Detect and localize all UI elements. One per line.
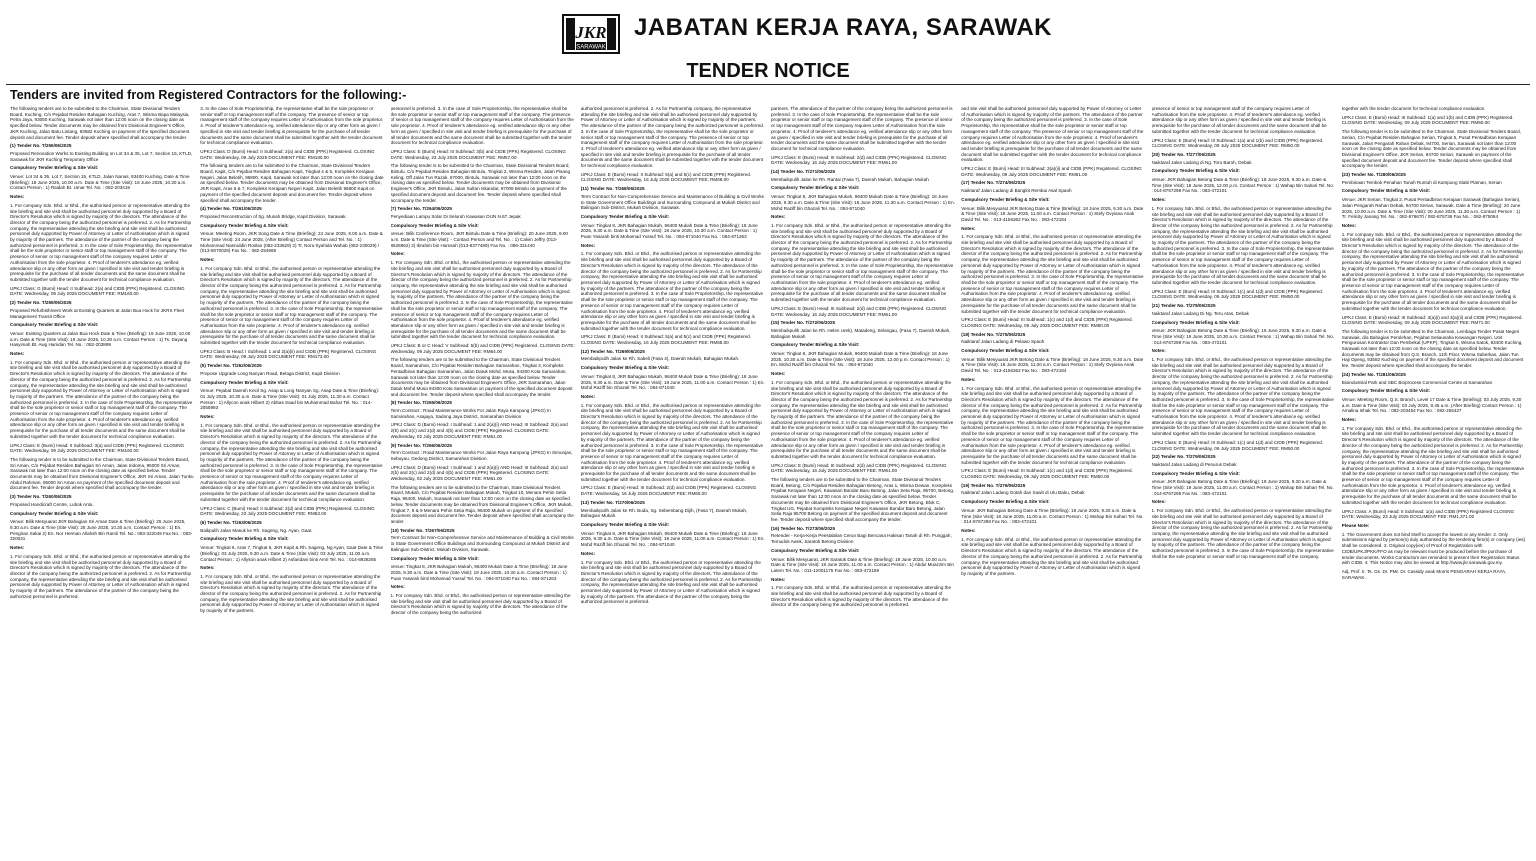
section-label: Notes:	[771, 576, 786, 582]
tender-number-heading: (18) Tender No. T/275/06/2025	[961, 331, 1026, 337]
tender-number-heading: (15) Tender No. T/272/06/2025	[771, 320, 836, 326]
section-label: Compulsory Tender Briefing & Site Visit:	[580, 522, 670, 527]
tender-number-heading: (21) Tender No. T/278/06/2025	[1151, 303, 1216, 309]
paragraph: Venue: Tingkat 8, JKR Bahagian Mukah, 96400 Mukah Date & Time (Briefing): 18 June 2025, 10.30 a.m. Date & Time (Site Visit): 18 June 2025, 12.00 p.m. Contact Person : 1) En. Mohd Raziff bin Ghazali Tel. No. : 084-871040	[771, 351, 950, 368]
section-label: Compulsory Tender Briefing & Site Visit:	[1341, 188, 1431, 194]
section-label: Compulsory Tender Briefing & Site Visit:	[771, 185, 860, 191]
tender-number-heading: (19) Tender No. T/276/06/2025	[961, 482, 1026, 488]
paragraph: Propose Upgrade Long Nanyan Road, Belaga District, Kapit Division	[200, 370, 340, 376]
paragraph: 1. For company Sdn. Bhd. or Bhd., the authorised person or representative attending the site briefing and site visit shall be authorised personnel duly supported by a Board of Director's Resolution which is signed by majority of the directors. The attendance of the director of the company being the authorized personnel is preferred. 2. As for Partnership company, the representative attending the site briefing and site visit shall be authorised personnel duly supported by Power of Attorney or Letter of Authorisation which is signed by majority of the partners. The attendance of the partner of the company being the authorized personnel is preferred. 3. In the case of Sole Proprietorship, the representative shall be the sole proprietor or senior staff or top management staff of the company. The presence of senior or top management staff of the company requires Letter of Authorisation from the sole proprietor. 4. Proof of tenderer's attendance eg. verified attendance slip or any other form as given / specified in site visit and tender briefing is prerequisite for the purchase of all tender documents and the same document shall be submitted together with the tender document for technical compliance evaluation.	[1151, 357, 1334, 437]
column-8	[1342, 106, 1526, 858]
paragraph: 1. For company Sdn. Bhd. or Bhd., the authorised person or representative attending the site briefing and site visit shall be authorised personnel duly supported by a Board of Director's Resolution which is signed by majority of the directors. The attendance of the director of the company being the authorized personnel is preferred. 2. As for Partnership company, the representative attending the site briefing and site visit shall be authorised personnel duly supported by Power of Attorney or Letter of Authorisation which is signed by majority of the partners. The attendance of the partner of the company being the authorized personnel is preferred. 3. In the case of Sole Proprietorship, the representative shall be the sole proprietor or senior staff or top management staff of the company. The presence of senior or top management staff of the company requires Letter of Authorisation from the sole proprietor. 4. Proof of tenderer's attendance eg. verified attendance slip or any other form as given / specified in site visit and tender briefing is prerequisite for the purchase of all tender documents and the same document shall be submitted together with the tender document for technical compliance evaluation.	[10, 359, 193, 439]
paragraph: Venue: Tingkat 8, JKR Bahagian Mukah, 96400 Mukah Date & Time (Briefing): 18 June 2025, 9.30 a.m. Date & Time (Site Visit): 18 June 2025, 10.30 a.m. Contact Person : 1) Puan Yasarah binti Mohamad Yussuf Tel. No. : 084-871040 Fax No. : 084-871263	[580, 222, 758, 240]
paragraph: authorized personnel is preferred. 2. As for Partnership company, the representative attending the site briefing and site visit shall be authorised personnel duly supported by Power of Attorney or Letter of Authorisation which is signed by majority of the partners. The attendance of the partner of the company being the authorized personnel is preferred. 3. In the case of Sole Proprietorship, the representative shall be the sole proprietor or senior staff or top management staff of the company. The presence of senior or top management staff of the company requires Letter of Authorisation from the sole proprietor. 4. Proof of tenderer's attendance eg. verified attendance slip or any other form as given / specified in site visit and tender briefing is prerequisite for the purchase of all tender documents and the same document shall be submitted together with the tender document for technical compliance evaluation.	[580, 106, 765, 169]
paragraph: Proposed Reconstruction of Sg. Musah Bridge, Kapit Division, Sarawak.	[200, 213, 347, 219]
intro-text: Tenders are invited from Registered Contractors for the following:-	[10, 88, 407, 102]
column-6	[961, 106, 1145, 858]
tender-number-heading: (2) Tender No. T/259/06/2025	[10, 300, 72, 306]
paragraph: 1. For company Sdn. Bhd. or Bhd., the authorised person or representative attending the site briefing and site visit shall be authorised personnel duly supported by a Board of Director's Resolution which is signed by majority of the directors. The attendance of the director of the company being the authorized personnel is preferred. 2. As for Partnership company, the representative attending the site briefing and site visit shall be authorised personnel duly supported by Power of Attorney or Letter of Authorisation which is signed by majority of the partners. The attendance of the partner of the company being the authorized personnel is preferred.	[580, 559, 762, 605]
paragraph: The following tender is to be submitted to the Chairman, Lembaga Tender Pusat Negeri Sarawak, d/a Bahagian Perolehan, Pejabat Setiausaha Kewangan Negeri, Unit Pengurusan Kontraktor Dan Pembekal (UPKP), Tingkat 5, Wisma Satok, 93400 Kuching, Sarawak not later than 12:00 noon on the closing date as specified below. Tender documents may be obtained from Q.S. Branch, 11th Floor, Wisma Saberkas, Jalan Tun Haji Openg, 93582 Kuching on payment of the specified document deposit and document fee. Tender deposit where specified shall accompany the tender.	[1341, 328, 1524, 369]
paragraph: 1. For company Sdn. Bhd. or Bhd., the authorised person or representative attending the site briefing and site visit shall be authorised personnel duly supported by a Board of Director's Resolution which is signed by majority of the directors. The attendance of the director of the company being the authorized personnel is preferred. 2. As for Partnership company, the representative attending the site briefing and site visit shall be authorised personnel duly supported by Power of Attorney or Letter of Authorisation which is signed by majority of the partners. The attendance of the partner of the company being the authorized personnel is preferred. 3. In the case of Sole Proprietorship, the representative shall be the sole proprietor or senior staff or top management staff of the company. The presence of senior or top management staff of the company requires Letter of Authorisation from the sole proprietor. 4. Proof of tenderer's attendance eg. verified attendance slip or any other form as given / specified in site visit and tender briefing is prerequisite for the purchase of all tender documents and the same document shall be submitted together with the tender document for technical compliance evaluation.	[10, 202, 193, 282]
paragraph: Naiktaraf Jalan Ladang Di Ng. Teru Atas, Debak	[1151, 310, 1249, 316]
section-label: Compulsory Tender Briefing & Site Visit:	[10, 165, 99, 171]
section-label: Notes:	[200, 565, 215, 571]
paragraph: 1. For company Sdn. Bhd. or Bhd., the authorised person or representative attending the site briefing and site visit shall be authorised personnel duly supported by a Board of Director's Resolution which is signed by majority of the directors. The attendance of the director of the company being the authorized personnel is preferred. 2. As for Partnership company, the representative attending the site briefing and site visit shall be authorised personnel duly supported by Power of Attorney or Letter of Authorisation which is signed by majority of the partners. The attendance of the partner of the company being the authorized personnel is preferred. 3. In the case of Sole Proprietorship, the representative shall be the sole proprietor or senior staff or top management staff of the company. The presence of senior or top management staff of the company requires Letter of Authorisation from the sole proprietor. 4. Proof of tenderer's attendance eg. verified attendance slip or any other form as given / specified in site visit and tender briefing is prerequisite for the purchase of all tender documents and the same document shall be submitted together with the tender document for technical compliance evaluation.	[1341, 231, 1525, 311]
tender-columns	[10, 106, 1526, 858]
tender-number-heading: (6) Tender No. T/263/06/2025	[200, 520, 262, 525]
paragraph: Retender - Kerja-Kerja Peestabilan Cerun Bagi Bencana Hakisan Tanah di Rh. Punggah, Temudok Awek, Saratok Betong Division	[771, 533, 952, 545]
column-5	[771, 106, 955, 858]
paragraph: Term Contract : Road Maintenance Works For Jalan Raya Kampung (JPKG) In Samarahan, Asajaya, Sadong Jaya District, Samarahan Division	[390, 408, 551, 419]
paragraph: 1. For company Sdn. Bhd. or Bhd., the authorised person or representative attending the site briefing and site visit shall be authorised personnel duly supported by a Board of Director's Resolution which is signed by majority of the directors. The attendance of the director of the company being the authorized personnel is preferred. 2. As for Partnership company, the representative attending the site briefing and site visit shall be authorised personnel duly supported by Power of Attorney or Letter of Authorisation which is signed by majority of the partners. The attendance of the partner of the company being the authorized personnel is preferred. 3. In the case of Sole Proprietorship, the representative shall be the sole proprietor or senior staff or top management staff of the company. The presence of senior or top management staff of the company requires Letter of Authorisation from the sole proprietor. 4. Proof of tenderer's attendance eg. verified attendance slip or any other form as given / specified in site visit and tender briefing is prerequisite for the purchase of all tender documents and the same document shall be submitted together with the tender document for technical compliance evaluation.	[961, 385, 1144, 465]
section-label: Notes:	[10, 194, 25, 200]
paragraph: Membaikpulih Jalan ke Rh. Helen Urek), Matadeng, Selangau, (Fasa 7), Daerah Mukah, Bahagian Mukah	[771, 327, 951, 339]
paragraph: UPKJ Class: E (Bumi) Head: III Subhead: 1(c) and 1(d) and CIDB (PPK) Registered. CLOSING DATE: Wednesday, 09 July 2025 DOCUMENT FEE: RM50.00	[961, 317, 1133, 328]
paragraph: Venue: Bilik Mesyuarat, JKR Saratok Date & Time (Briefing): 19 June 2025, 10.00 a.m. Date & Time (Site Visit): 19 June 2025, 11.00 a.m. Contact Person : 1) Abdul Muazzim Bin Latem Tel. No. : 011-12001175 Fax No. : 083-472189	[771, 556, 954, 573]
paragraph: Venue: Meeting Room, JKR Song Date & Time (Briefing): 24 June 2025, 9.00 a.m. Date & Time (Site Visit): 24 June 2025, (After Briefing) Contact Person and Tel. No. : 1) Muhammad Nasruddin Roslan (082-233629) 2) Tr. Nora Syahida Wahab (082-230029) / (013-8070029) Fax No. : 082-254969	[200, 231, 383, 254]
paragraph: Venue: JKR Serian, Tingkat 2, Pusat Pentadbiran Kerajaan Sarawak (Bahagian Serian), Jalan Pengarah Rahan Debak, 94700 Serian, Sarawak. Date & Time (Briefing): 20 June 2025, 10.00 a.m. Date & Time (Site Visit): 20 June 2025, 11.30 a.m. Contact Person : 1) Tr. Felicity Janang Tel. No. : 082-876670 / 082-876736 Fax No. : 082-875064	[1341, 197, 1521, 220]
section-label: Notes:	[961, 225, 976, 231]
paragraph: 1. For company Sdn. Bhd. or Bhd., the authorised person or representative attending the site briefing and site visit shall be authorised personnel duly supported by a Board of Director's Resolution which is signed by majority of the directors. The attendance of the director of the company being the authorized personnel is preferred. 2. As for Partnership company, the representative attending the site briefing and site visit shall be authorised personnel duly supported by Power of Attorney or Letter of Authorisation which is signed by majority of the partners. The attendance of the partner of the company being the authorized personnel is preferred. 3. In the case of Sole Proprietorship, the representative shall be the sole proprietor or senior staff or top management staff of the company. The presence of senior or top management staff of the company requires Letter of Authorisation from the sole proprietor. 4. Proof of tenderer's attendance eg. verified attendance slip or any other form as given / specified in site visit and tender briefing is prerequisite for the purchase of all tender documents and the same document shall be submitted together with the tender document for technical compliance evaluation.	[200, 422, 383, 502]
column-3	[391, 106, 575, 858]
paragraph: UPKJ Class: G (Bumi) Head: II Subhead: 2(a) and CIDB (PPK) Registered. CLOSING DATE: Wednesday, 09 July 2025 DOCUMENT FEE: RM160.00	[10, 285, 185, 297]
tender-number-heading: (10) Tender No. T/267/06/2025	[390, 527, 455, 533]
section-label: Compulsory Tender Briefing & Site Visit:	[200, 222, 289, 228]
column-2	[200, 106, 384, 858]
section-label: Notes:	[580, 550, 596, 556]
section-label: Compulsory Tender Briefing & Site Visit:	[961, 499, 1050, 505]
paragraph: 1. For company Sdn. Bhd. or Bhd., the authorised person or representative attending the site briefing and site visit shall be authorised personnel duly supported by a Board of Director's Resolution which is signed by majority of the directors. The attendance of the director of the company being the authorized personnel is preferred. 2. As for Partnership company, the representative attending the site briefing and site visit shall be authorised personnel duly supported by Power of Attorney or Letter of Authorisation which is signed by majority of the partners. The attendance of the partner of the company being the authorized personnel is preferred. 3. In the case of Sole Proprietorship, the representative shall be the sole proprietor or senior staff or top management staff of the company. The presence of senior or top management staff of the company requires Letter of Authorisation from the sole proprietor. 4. Proof of tenderer's attendance eg. verified attendance slip or any other form as given / specified in site visit and tender briefing is prerequisite for the purchase of all tender documents and the same document shall be submitted together with the tender document for technical compliance evaluation.	[1341, 425, 1525, 505]
paragraph: together with the tender document for technical compliance evaluation.	[1341, 106, 1486, 111]
section-label: Compulsory Tender Briefing & Site Visit:	[771, 342, 860, 348]
column-7	[1152, 106, 1336, 858]
tender-number-heading: (4) Tender No. T/261/06/2025	[200, 206, 262, 212]
tender-number-heading: (16) Tender No. T/273/06/2025	[771, 525, 836, 531]
paragraph: Term Contract for Non-Comprehensive Service and Maintenance of Building & Civil Works to State Government Office Buildings and Surrounding Compound at Mukah District and Balingian Sub-District, Mukah Division, Sarawak.	[580, 193, 764, 211]
paragraph: 1. For company Sdn. Bhd. or Bhd., the authorised person or representative attending the site briefing and site visit shall be authorised personnel duly supported by a Board of Director's Resolution which is signed by majority of the directors. The attendance of the director of the company being the authorized	[390, 593, 571, 616]
paragraph: The following tenders are to be submitted to the Chairman, State Divisional Tenders Board, Kuching, C/o Pejabat Residen Bahagian Kuching, Aras 7, Wisma Bapa Malaysia, Petra Jaya, 93050 Kuching, Sarawak not later than 12:00 noon on the closing date as specified below. Tender documents may be obtained from Divisional Engineer's Office, JKR Kuching, Jalan Batu Lintang, 93582 Kuching on payment of the specified document deposit and document fee. Tender deposit where specified shall accompany the tender.	[10, 106, 190, 140]
section-label: Compulsory Tender Briefing & Site Visit:	[1151, 470, 1240, 476]
tender-number-heading: (1) Tender No. T/256/06/2025	[10, 143, 72, 149]
paragraph: Venue: Tingkat 8, JKR Bahagian Mukah, 96400 Mukah Date & Time (Briefing): 18 June 2025, 9.30 a.m. Date & Time (Site Visit): 18 June 2025, 11.00 a.m. Contact Person : 1) En. Mohd Raziff bin Ghazali Tel. No. : 084-871040	[580, 530, 765, 548]
section-label: Notes:	[961, 528, 976, 533]
paragraph: Venue: Bilik Mesyuarat JKR Bahagian Sri Aman Date & Time (Briefing): 25 June 2025, 9.30 a.m. Date & Time (Site Visit): 25 June 2025, 10.30 a.m. Contact Person : 1) En. Pengiran Sakai 2) En. Nor Herman Allahsh Bin Ramli Tel. No.: 083-322049 Fax No. : 083-320031	[10, 519, 193, 542]
tender-number-heading: (11) Tender No. T/268/06/2025	[580, 186, 645, 192]
paragraph: Pembinaan Tembok Penahan Tanah Runtuh di Kampung Slabi Plaman, Serian	[1341, 179, 1502, 185]
paragraph: UPKJ Class: E (Bumi) Head: III Subhead: 2(d) and CIDB (PPK) Registered. CLOSING DATE: Wednesday, 16 July 2025 DOCUMENT FEE: RM61.00	[771, 462, 947, 474]
paragraph: partners. The attendance of the partner of the company being the authorized personnel is preferred. 3. In the case of Sole Proprietorship, the representative shall be the sole proprietor or senior staff or top management staff of the company. The presence of senior or top management staff of the company requires Letter of Authorisation from the sole proprietor. 4. Proof of tenderer's attendance eg. verified attendance slip or any other form as given / specified in site visit and tender briefing is prerequisite for the purchase of all tender documents and the same document shall be submitted together with the tender document for technical compliance evaluation.	[771, 106, 953, 151]
section-label: Compulsory Tender Briefing & Site Visit:	[961, 196, 1050, 202]
paragraph: 3. In the case of Sole Proprietorship, the representative shall be the sole proprietor or senior staff or top management staff of the company. The presence of senior or top management staff of the company requires Letter of Authorisation from the sole proprietor. 4. Proof of tenderer's attendance eg. verified attendance slip or any other form as given / specified in site visit and tender briefing is prerequisite for the purchase of all tender documents and the same document shall be submitted together with the tender document for technical compliance evaluation.	[200, 106, 384, 146]
paragraph: Venue: Bilik Conference Room, JKR Bintulu Date & Time (Briefing): 20 June 2025, 9.00 a.m. Date & Time (Site Visit): - Contact Person and Tel. No. : 1) Calvin Jeffry (013-8626862) 2) Ibrahim bin Hamsah (013-8377489) Fax No. : 086-331440	[390, 231, 568, 248]
paragraph: 1. For company Sdn. Bhd. or Bhd., the authorised person or representative attending the site briefing and site visit shall be authorised personnel duly supported by a Board of Director's Resolution which is signed by majority of the directors. The attendance of the director of the company being the authorized personnel is preferred. 2. As for Partnership company, the representative attending the site briefing and site visit shall be authorised personnel duly supported by Power of Attorney or Letter of Authorisation which is signed by majority of the partners. The attendance of the partner of the company being the authorized personnel is preferred. 3. In the case of Sole Proprietorship, the representative shall be the sole proprietor or senior staff or top management staff of the company. The presence of senior or top management staff of the company requires Letter of Authorisation from the sole proprietor. 4. Proof of tenderer's attendance eg. verified attendance slip or any other form as given / specified in site visit and tender briefing is prerequisite for the purchase of all tender documents and the same document shall be submitted together with the tender document for technical compliance evaluation.	[771, 379, 954, 459]
paragraph: 1. For company Sdn. Bhd. or Bhd., the authorised person or representative attending the site briefing and site visit shall be authorised personnel duly supported by a Board of Director's Resolution which is signed by majority of the directors. The attendance of the director of the company being the authorized personnel is preferred. 2. As for Partnership company, the representative attending the site briefing and site visit shall be authorised personnel duly supported by Power of Attorney or Letter of Authorisation which is signed by majority of the partners. The attendance of the partner of the company being the authorized personnel is preferred. 3. In the case of Sole Proprietorship, the representative shall be the sole proprietor or senior staff or top management staff of the company. The presence of senior or top management staff of the company requires Letter of Authorisation from the sole proprietor. 4. Proof of tenderer's attendance eg. verified attendance slip or any other form as given / specified in site visit and tender briefing is prerequisite for the purchase of all tender documents and the same document shall be submitted together with the tender document for technical compliance evaluation.	[390, 260, 573, 340]
paragraph: UPKJ Class: C (Bumi) Head: II Subhead: 2(d) and CIDB (PPK) Registered. CLOSING DATE: Wednesday, 23 July 2025 DOCUMENT FEE: RM53.00	[200, 505, 375, 517]
tender-number-heading: (23) Tender No. T/280/06/2025	[1341, 172, 1406, 178]
paragraph: The following tenders are to be submitted to the Chairman, State Divisional Tenders Board, Betong, C/o Pejabat Residen Bahagian Betong, Aras 1, Wisma Dewan, Kompleks Pejabat Kerajaan Negeri, Kawasan Bandar Baru Betong, Jalan Seta Raja, 95700, Betong, Sarawak not later than 12:00 noon on the closing date as specified below. Tender documents may be obtained from Divisional Engineer's Office, JKR Betong, Blok C, Tingkat UG, Pejabat Kompleks Kerajaan Negeri Kawasan Bandar Baru Betong, Jalan Setia Raja 95700 Betong on payment of the specified document deposit and document fee. Tender deposit where specified shall accompany the tender.	[771, 477, 955, 522]
paragraph: Venue: JKR Bahagian Betong Date & Time (Briefing): 18 June 2025, 9.30 a.m. Date & Time (Site Visit): 18 June 2025, 11.00 a.m. Contact Person : 1) Wahap Bin Sahari Tel. No. : 014-8767298 Fax No. : 083-472101	[961, 507, 1144, 525]
section-label: Compulsory Tender Briefing & Site Visit:	[390, 555, 479, 561]
paragraph: and site visit shall be authorised personnel duly supported by Power of Attorney or Letter of Authorisation which is signed by majority of the partners. The attendance of the partner of the company being the authorized personnel is preferred. 3. In the case of Sole Proprietorship, the representative shall be the sole proprietor or senior staff or top management staff of the company. The presence of senior or top management staff of the company requires Letter of Authorisation from the sole proprietor. 4. Proof of tenderer's attendance eg. verified attendance slip or any other form as given / specified in site visit and tender briefing is prerequisite for the purchase of all tender documents and the same document shall be submitted together with the tender document for technical compliance evaluation.	[961, 106, 1144, 163]
paragraph: Venue: Tingkat 8, JKR Bahagian Mukah, 96400 Mukah Date & Time (Briefing): 18 June 2025, 9.30 a.m. Date & Time (Site Visit): 18 June 2025, 11.00 a.m. Contact Person : 1) En. Mohd Raziff bin Ghazali Tel. No. : 084-871040	[580, 373, 765, 391]
section-label: Compulsory Tender Briefing & Site Visit:	[390, 222, 479, 228]
section-label: Notes:	[1151, 348, 1166, 354]
tender-number-heading: (9) Tender No. T/266/06/2025	[390, 442, 452, 448]
paragraph: 1. For company Sdn. Bhd. or Bhd., the authorised person or representative attending the site briefing and site visit shall be authorised personnel duly supported by a Board of Director's Resolution which is signed by majority of the directors. The attendance of the director of the company being the authorized personnel is preferred. 2. As for Partnership company, the representative attending the site briefing and site visit shall be authorised personnel duly supported by Power of Attorney or Letter of Authorisation which is signed by majority of the partners. The attendance of the partner of the company being the authorized personnel is preferred. 3. In the case of Sole Proprietorship, the representative shall be the sole proprietor or senior staff or top management staff of the company. The presence of senior or top management staff of the company requires Letter of Authorisation from the sole proprietor. 4. Proof of tenderer's attendance eg. verified attendance slip or any other form as given / specified in site visit and tender briefing is prerequisite for the purchase of all tender documents and the same document shall be submitted together with the tender document for technical compliance evaluation.	[200, 265, 383, 346]
paragraph: UPKJ Class: E (Bumi) Head: III Subhead: 1(c) and 1(d) and CIDB (PPK) Registered. CLOSING DATE: Wednesday, 09 July 2025 DOCUMENT FEE: RM50.00	[1151, 288, 1324, 300]
paragraph: UPKJ Class: B Head: I Subhead: 1 and 2(a)(ii) and CIDB (PPK) Registered. CLOSING DATE: Wednesday, 09 July 2025 DOCUMENT FEE: RM173.00	[200, 348, 377, 360]
paragraph: Term Contract for Non-Comprehensive Service and Maintenance of Building & Civil Works to State Government Office Buildings and Surrounding Compound at Mukah District and Balingian Sub-District, Mukah Division, Sarawak.	[390, 535, 574, 552]
paragraph: Membaikpulih Jalan ke Rh. Buda, Sg. Sebembang Dijih, (Fasa 7), Daerah Mukah, Bahagian Mukah.	[580, 507, 748, 519]
paragraph: UPKJ Class: E (Bumi) Head: III Subhead: 2(d) and CIDB (PPK) Registered. CLOSING DATE: Wednesday, 16 July 2025 DOCUMENT FEE: RM61.00	[771, 154, 947, 166]
logo-text: JKR	[575, 23, 607, 42]
tender-number-heading: (13) Tender No. T/270/06/2025	[580, 499, 645, 505]
paragraph: Naiktaraf Jalan Ladang di Penurus Debak	[1151, 461, 1237, 467]
tender-number-heading: (22) Tender No. T/279/06/2025	[1151, 454, 1216, 460]
paragraph: 1. For company Sdn. Bhd. or Bhd., the authorised person or representative attending the site briefing and site visit shall be authorised personnel duly supported by a Board of Director's Resolution which is signed by majority of the directors. The attendance of the director of the company being the authorized personnel is preferred. 2. As for Partnership company, the representative attending the site briefing and site visit shall be authorised personnel duly supported by Power of Attorney or Letter of Authorisation which is signed by majority of the partners. The attendance of the partner of the company being the authorized personnel is preferred. 3. In the case of Sole Proprietorship, the representative shall be the sole proprietor or senior staff or top management staff of the company. The presence of senior or top management staff of the company requires Letter of Authorisation from the sole proprietor. 4. Proof of tenderer's attendance eg. verified attendance slip or any other form as given / specified in site visit and tender briefing is prerequisite for the purchase of all tender documents and the same document shall be submitted together with the tender document for technical compliance evaluation.	[1151, 205, 1334, 285]
paragraph: UPKJ Class: E (Bumi) Head: III Subhead: 3(a)(i) and 3(a)(ii) and CIDB (PPK) Registered. CLOSING DATE: Wednesday, 09 July 2025 DOCUMENT FEE: RM71.00	[1341, 314, 1523, 326]
paragraph: UPKJ Class: E (Bumi) Head: III Subhead: 3(b) and CIDB (PPK) Registered. CLOSING DATE: Wednesday, 23 July 2025 DOCUMENT FEE: RM57.00	[390, 148, 566, 160]
section-label: Compulsory Tender Briefing & Site Visit:	[10, 322, 99, 328]
paragraph: Baikpulih Jalan Masuk ke Rh. Sageng, Ng. Ayan, Gaat.	[200, 527, 313, 533]
paragraph: Venue: Tingkat 6, Aras 7, Tingkat 6, JKR Kapit & Rh. Sageng, Ng Ayan, Gaat Date & Time (Briefing): 03 July 2025, 9.30 a.m. Date & Time (Site Visit): 03 July 2025, 11.00 a.m. Contact Person : 1) Allyson anak Hilbert 2) Asfaridani binti Amri Tel. No. : 014-8928265	[200, 545, 383, 562]
paragraph: UPKJ Class: E (Bumi) Head: III Subhead: 1(c) and 1(d) and CIDB (PPK) Registered. CLOSING DATE: Wednesday, 09 July 2025 DOCUMENT FEE: RM50.00	[1151, 439, 1324, 451]
notice-title: TENDER NOTICE	[686, 60, 850, 82]
masthead	[0, 8, 1536, 56]
paragraph: UPKJ Class: E (Bumi) Head: III Subhead: 3(a)(ii) and CIDB (PPK) Registered. CLOSING DATE: Wednesday, 09 July 2025 DOCUMENT FEE: RM61.00	[961, 166, 1142, 177]
paragraph: 1. For company Sdn. Bhd. or Bhd., the authorised person or representative attending the site briefing and site visit shall be authorised personnel duly supported by a Board of Director's Resolution which is signed by majority of the directors. The attendance of the director of the company being the authorized personnel is preferred. 2. As for Partnership company, the representative attending the site briefing and site visit shall be authorised personnel duly supported by Power of Attorney or Letter of Authorisation which is signed by majority of the partners. The attendance of the partner of the company being the authorized personnel is preferred.	[10, 553, 192, 599]
paragraph: Membaikpulih Jalan ke Rh. Sabeli (Fasa 4), Daerah Mukah, Bahagian Mukah.	[580, 356, 740, 362]
paragraph: Venue: Pejabat Daerah Kecil Sg. Asap & Long Nanyan Sg. Asap Date & Time (Briefing): 01 July 2025, 10.30 a.m. Date & Time (Site Visit): 01 July 2025, 11.30 a.m. Contact Person : 1) Allycon anak Hilbert 2) Abbas Saad bin Muhammad Bahar Tel. No. : 014-2055993	[200, 388, 380, 411]
paragraph: 1. The Government does not bind itself to accept the lowest or any tender. 2. Only submissions signed by person(s) duly authorised by the tendering firm(s) or company (ies) shall be considered. 3. Original copy(ies) of Proof of Registration with CIDB/UPKJ/PKK/FFO as may be relevant must be produced before the purchase of tender documents. Works Contractors are reminded to present their Registration Status with CIDB. 4. This Notice may also be viewed at http://www.jkr.sarawak.gov.my.	[1341, 531, 1526, 566]
paragraph: The following tender is to be submitted to the Chairman, State Divisional Tenders Board, Bintulu, C/o Pejabat Residen Bahagian Bintulu, Tingkat 2, Wisma Residen, Jalan Pisang Keling, Off Jalan Tun Razak, 97000, Bintulu, Sarawak not later than 12:00 noon on the closing date as specified below. Tender documents may be obtained from Divisional Engineer's Office, JKR Bintulu, Jalan Sultan Iskandar, 97009 Bintulu on payment of the specified document deposit and document fee. Tender deposit where specified shall accompany the tender.	[390, 163, 571, 203]
section-label: Notes:	[1341, 222, 1357, 228]
section-label: Compulsory Tender Briefing & Site Visit:	[961, 348, 1050, 354]
paragraph: UPKJ Class: E (Bumi) Head: III Subhead: 2(d) and CIDB (PPK) Registered. CLOSING DATE: Wednesday, 16 July 2025 DOCUMENT FEE: RM61.00	[771, 305, 947, 317]
paragraph: Venue: Bilik Mesyuarat JKR Betong Date & Time (Briefing): 18 June 2025, 9.30 a.m. Date & Time (Site Visit): 18 June 2025, 11.00 a.m. Contact Person : 1) Stefy Ovyiana Anak David Tel. No. : 013-4156362 Fax No. : 083-472184	[961, 356, 1144, 374]
section-label: Notes:	[771, 214, 786, 220]
section-label: Compulsory Tender Briefing & Site Visit:	[1341, 388, 1431, 394]
paragraph: Bioindustrial Park and SBC Bioprocess Commercial Centre at Samarahan	[1341, 379, 1493, 385]
paragraph: 1. For company Sdn. Bhd. or Bhd., the authorised person or representative attending the site briefing and site visit shall be authorised personnel duly supported by a Board of Director's Resolution which is signed by majority of the directors. The attendance of the director of the company being the authorized personnel is preferred. 2. As for Partnership company, the representative attending the site briefing and site visit shall be authorised personnel duly supported by Power of Attorney or Letter of Authorisation which is signed by majority of the partners. The attendance of the partner of the company being the authorized personnel is preferred. 3. In the case of Sole Proprietorship, the representative shall be the sole proprietor or senior staff or top management staff of the company.	[1151, 508, 1334, 559]
paragraph: UPKJ Class: E (Bumi) Head: III Subhead: 2(d) and CIDB (PPK) Registered. CLOSING DATE: Wednesday, 16 July 2025 DOCUMENT FEE: RM65.00	[580, 485, 757, 497]
paragraph: The following tenders are to be submitted to the Chairman, State Divisional Tenders Board, Samarahan, C/o Pejabat Residen Bahagian Samarahan, Tingkat 3, Kompleks Pentadbiran Bahagian Samarahan, Jalan Datuk Mohd. Musa, 94300 Kota Samarahan, Sarawak not later than 12:00 noon on the closing date as specified below. Tender documents may be obtained from Divisional Engineer's Office, JKR Samarahan, Jalan Datuk Mohd Musa 94300 Kota Samarahan on payment of the specified document deposit and document fee. Tender deposit where specified shall accompany the tender.	[390, 357, 573, 397]
paragraph: The following tender is to be submitted to the Chairman, State Divisional Tenders Board, Serian, C/o Pejabat Residen Bahagian Serian, Tingkat 5, Pusat Pentadbiran Kerajaan Sarawak, Jalan Pengarah Rahan Debak, 94700, Serian, Sarawak not later than 12:00 noon on the closing date as specified below. Tender documents may be obtained from Divisional Engineer's Office, JKR Serian, 94700 Serian, Sarawak on payment of the specified document deposit and document fee. Tender deposit where specified shall accompany the tender.	[1341, 129, 1521, 169]
section-label: Notes:	[1341, 417, 1357, 423]
section-label: Compulsory Tender Briefing & Site Visit:	[580, 213, 670, 219]
paragraph: UPKJ Class: D (Bumi) Head: I Subhead: 1 and 2(a)(i) AND Head: III Subhead: 2(a) and 2(b) and 2(c) and 2(d) and 4(b) and CIDB (PPK) Registered. CLOSING DATE: Wednesday, 02 July 2025 DOCUMENT FEE: RM61.00	[390, 422, 568, 439]
paragraph: UPKJ Class: E (Bumi) Head: II Subhead: 3(a) and CIDB (PPK) Registered. CLOSING DATE: Wednesday, 09 July 2025 DOCUMENT FEE: RM160.00	[10, 442, 185, 454]
tender-number-heading: (20) Tender No. T/277/06/2025	[1151, 151, 1216, 157]
column-1	[10, 106, 194, 858]
section-label: Notes:	[10, 545, 25, 551]
section-label: Notes:	[771, 371, 786, 377]
paragraph: Proposed Handicraft Centre, Lubok Antu.	[10, 501, 94, 507]
tender-number-heading: (5) Tender No. T/262/06/2025	[200, 363, 262, 369]
section-label: Compulsory Tender Briefing & Site Visit:	[200, 379, 289, 385]
section-label: Notes:	[580, 393, 596, 399]
section-label: Notes:	[1151, 499, 1166, 505]
jkr-logo	[562, 14, 620, 54]
paragraph: 1. For company Sdn. Bhd. or Bhd., the authorised person or representative attending the site briefing and site visit shall be authorised personnel duly supported by a Board of Director's Resolution which is signed by majority of the directors. The attendance of the director of the company being the authorized personnel is preferred. 2. As for Partnership company, the representative attending the site briefing and site visit shall be authorised personnel duly supported by Power of Attorney or Letter of Authorisation which is signed by majority of the partners. The attendance of the partner of the company being the authorized personnel is preferred. 3. In the case of Sole Proprietorship, the representative shall be the sole proprietor or senior staff or top management staff of the company. The presence of senior or top management staff of the company requires Letter of Authorisation from the sole proprietor. 4. Proof of tenderer's attendance eg. verified attendance slip or any other form as given / specified in site visit and tender briefing is prerequisite for the purchase of all tender documents and the same document shall be submitted together with the tender document for technical compliance evaluation.	[771, 222, 954, 303]
paragraph: Proposed Renovation Works to Existing Building on Lot 34 & 35, Lot 7, Section 15, KTLD, Sarawak for JKR Kuching Temporary Office	[10, 150, 193, 162]
tender-number-heading: (8) Tender No. T/265/06/2025	[390, 400, 452, 406]
paragraph: Venue: Bilik Mesyuarat JKR Betong Date & Time (Briefing): 18 June 2025, 9.30 a.m. Date & Time (Site Visit): 18 June 2025, 11.00 a.m. Contact Person : 1) Stefy Ovyiana Anak David Tel. No. : 013-4156362 Fax No. : 083-472184	[961, 205, 1144, 222]
paragraph: Venue: Tingkat 8, JKR Bahagian Mukah, 96400 Mukah Date & Time (Briefing): 18 June 2025, 9.30 a.m. Date & Time (Site Visit): 18 June 2025, 11.30 a.m. Contact Person : 1) En. Mohd Raziff bin Ghazali Tel. No. : 084-871040	[771, 194, 955, 211]
tender-number-heading: (7) Tender No. T/264/06/2025	[390, 206, 452, 212]
paragraph: UPKJ Class: A (Bumi) Head: II Subhead: 1(a) and CIDB (PPK) Registered CLOSING DATE: Wednesday, 23 July 2025 DOCUMENT FEE: RM1,371.00	[1341, 508, 1515, 520]
section-label: Notes:	[10, 351, 25, 357]
header-divider	[6, 84, 1530, 85]
paragraph: Naiktaraf Jalan Ladang di Pelawo Spaoh	[961, 339, 1045, 345]
section-label: Notes:	[961, 376, 976, 382]
paragraph: UPKJ Class: D (Bumi) Head: II Subhead: 2(a) and CIDB (PPK) Registered. CLOSING DATE: Wednesday, 09 July 2025 DOCUMENT FEE: RM180.00	[200, 148, 375, 160]
paragraph: Venue: Meeting Room, Q.S. Branch, Level 17 Date & Time (Briefing): 03 July 2025, 9.30 a.m. Date & Time (Site Visit): 03 July 2025, 9.45 a.m. (After Briefing) Contact Person : 1) Amalina Ishak Tel. No. : 082-203454 Fax No. : 082-255427	[1341, 396, 1522, 414]
paragraph: Naiktaraf Jalan Ladang di Bangkit Rembai Asal Spaoh	[961, 188, 1072, 194]
paragraph: Venue: Existing Quarters at Jalan Bua Hock Date & Time (Briefing): 19 June 2025, 10.00 a.m. Date & Time (Site Visit): 19 June 2025, 10.30 a.m. Contact Person : 1) Ts. Dayang Hasyimah Bt. Awg Hamdan Tel. No. : 082-203899	[10, 330, 191, 348]
paragraph: UPKJ Class: E (Bumi) Head: II Subhead: 5(a) and 5(c) and CIDB (PPK) Registered. CLOSING DATE: Wednesday, 16 July 2025 DOCUMENT FEE: RM68.00	[580, 171, 752, 183]
paragraph: UPKJ Class: D (Bumi) Head: I Subhead: 1 and 2(a)(i) AND Head: III Subhead: 2(a) and 2(b) and 2(c) and 2(d) and 4(b) and CIDB (PPK) Registered. CLOSING DATE: Wednesday, 02 July 2025 DOCUMENT FEE: RM61.00	[390, 464, 568, 482]
paragraph: 1. For company Sdn. Bhd. or Bhd., the authorised person or representative attending the site briefing and site visit shall be authorised personnel duly supported by a Board of Director's Resolution which is signed by majority of the directors. The attendance of the director of the company being the authorized personnel is preferred. 2. As for Partnership company, the representative attending the site briefing and site visit shall be authorised personnel duly supported by Power of Attorney or Letter of Authorisation which is signed by majority of the partners. The attendance of the partner of the company being the authorized personnel is preferred. 3. In the case of Sole Proprietorship, the representative shall be the sole proprietor or senior staff or top management staff of the company. The presence of senior or top management staff of the company requires Letter of Authorisation from the sole proprietor. 4. Proof of tenderer's attendance eg. verified attendance slip or any other form as given / specified in site visit and tender briefing is prerequisite for the purchase of all tender documents and the same document shall be submitted together with the tender document for technical compliance evaluation.	[961, 234, 1144, 314]
tender-number-heading: (3) Tender No. T/260/06/2025	[10, 494, 72, 500]
paragraph: Term Contract : Road Maintenance Works For Jalan Raya Kampung (JPKG) In Simunjan, Sebuyau, Gedong District, Samarahan Division.	[390, 450, 573, 461]
paragraph: Penyediaan Lampu Solar Di Seluruh Kawasan DUN N.67 Jepak	[390, 213, 521, 219]
paragraph: Proposed Refurbishment Work at Existing Quarters at Jalan Bua Hock for JKRS Fleet Management Transit Office	[10, 307, 185, 319]
paragraph: Venue: Tingkat 8, JKR Bahagian Mukah, 96400 Mukah Date & Time (Briefing): 18 June 2025, 9.30 a.m. Date & Time (Site Visit): 18 June 2025, 10.30 a.m. Contact Person : 1) Puan Yasarah binti Mohamad Yussuf Tel. No. : 084-871040 Fax No. : 084-871263	[390, 564, 568, 581]
section-label: Compulsory Tender Briefing & Site Visit:	[580, 365, 670, 371]
logo-sub-text: SARAWAK	[576, 44, 606, 51]
paragraph: 1. For company Sdn. Bhd. or Bhd., the authorised person or representative attending the site briefing and site visit shall be authorised personnel duly supported by a Board of Director's Resolution which is signed by majority of the directors. The attendance of the director of the company being the authorized personnel is preferred. 2. As for Partnership company, the representative attending the site briefing and site visit shall be authorised personnel duly supported by Power of Attorney or Letter of Authorisation which is signed by majority of the partners. The attendance of the partner of the company being the authorized personnel is preferred. 3. In the case of Sole Proprietorship, the representative shall be the sole proprietor or senior staff or top management staff of the company. The presence of senior or top management staff of the company requires Letter of Authorisation from the sole proprietor. 4. Proof of tenderer's attendance eg. verified attendance slip or any other form as given / specified in site visit and tender briefing is prerequisite for the purchase of all tender documents and the same document shall be submitted together with the tender document for technical compliance evaluation.	[580, 402, 764, 482]
section-label: Compulsory Tender Briefing & Site Visit:	[771, 547, 860, 553]
section-label: Notes:	[580, 242, 596, 248]
section-label: Compulsory Tender Briefing & Site Visit:	[200, 536, 289, 542]
paragraph: Venue: Lot 34 & 35, Lot 7, Section 15, KTLD, Jalan Nanas, 93400 Kuching. Date & Time (Briefing): 18 June 2025, 10.00 a.m. Date & Time (Site Visit): 18 June 2025, 10.30 a.m. Contact Person : 1) Raidah Bt. Umar Tel. No. : 082-203419	[10, 174, 190, 191]
paragraph: Venue: JKR Bahagian Betong Date & Time (Briefing): 19 June 2025, 9.30 a.m. Date & Time (Site Visit): 19 June 2025, 10.30 a.m. Contact Person : 1) Wahap Bin Sahari Tel. No. : 014-8767298 Fax No. : 083-472101	[1151, 328, 1335, 345]
section-label: Notes:	[1151, 197, 1166, 203]
paragraph: UPKJ Class: E (Bumi) Head: III Subhead: 1(a) and 1(b) and CIDB (PPK) Registered. CLOSING DATE: Wednesday, 09 July 2025 DOCUMENT FEE: RM50.00	[1151, 137, 1324, 149]
paragraph: UPKJ Class: E (Bumi) Head: III Subhead: 1(c) and 1(d) and CIDB (PPK) Registered. CLOSING DATE: Wednesday, 09 July 2025 DOCUMENT FEE: RM50.00	[961, 468, 1133, 480]
section-label: Notes:	[200, 257, 215, 263]
paragraph: UPKJ Class: B or C Head: V Subhead: 5(b) and CIDB (PPK) Registered. CLOSING DATE: Wednesday, 09 July 2025 DOCUMENT FEE: RM64.00	[390, 343, 575, 354]
paragraph: Membaikpulih Jalan ke Rh. Rantai (Fasa 7), Daerah Mukah, Bahagian Mukah	[771, 176, 929, 182]
paragraph: 1. For company Sdn. Bhd. or Bhd., the authorised person or representative attending the site briefing and site visit shall be authorised personnel duly supported by a Board of Director's Resolution which is signed by majority of the directors. The attendance of the director of the company being the authorized personnel is preferred.	[771, 585, 952, 608]
section-label: Compulsory Tender Briefing & Site Visit:	[1151, 319, 1240, 325]
paragraph: Adj. Prof. Ir. Ts. Gs. Dr. PMr. Dr. Cassidy anak Morris PENGARAH KERJA RAYA, SARAWAK.	[1341, 568, 1507, 580]
section-label: Compulsory Tender Briefing & Site Visit:	[10, 510, 99, 516]
section-label: Compulsory Tender Briefing & Site Visit:	[1151, 168, 1240, 174]
tender-number-heading: (17) Tender No. T/274/06/2025	[961, 180, 1026, 186]
section-label: Notes:	[390, 251, 405, 257]
paragraph: presence of senior or top management staff of the company requires Letter of Authorisation from the sole proprietor. 4. Proof of tenderer's attendance eg. verified attendance slip or any other form as given / specified in site visit and tender briefing is prerequisite for the purchase of all tender documents and the same document shall be submitted together with the tender document for technical compliance evaluation.	[1151, 106, 1327, 134]
section-label: Notes:	[200, 414, 215, 420]
paragraph: The following tender is to be submitted to the Chairman, State Divisional Tenders Board, Sri Aman, C/o Pejabat Residen Bahagian Sri Aman, Jalan Indoma, 95000 Sri Aman, Sarawak not later than 12:00 noon on the closing date as specified below. Tender documents may be obtained from Divisional Engineer's Office, JKR Sri Aman, Jalan Tunku Abdul Rahman, 95000 Sri Aman on payment of the specified document deposit and document fee. Tender deposit where specified shall accompany the tender.	[10, 456, 194, 491]
paragraph: The following tenders are to be submitted to the Chairman, State Divisional Tenders Board, Mukah, C/o Pejabat Residen Bahagian Mukah, Tingkat 10, Menara Pehin Setia Raja, 96400, Mukah, Sarawak not later than 12:00 noon on the closing date as specified below. Tender documents may be obtained from Divisional Engineer's Office, JKR Mukah, Tingkat 7, 8 & 9 Menara Pehin Setia Raja, 96400 Mukah on payment of the specified document deposit and document fee. Tender deposit where specified shall accompany the tender.	[390, 484, 574, 524]
paragraph: Naiktaraf Jalan Ladang di Ng. Toru Baroh, Debak	[1151, 159, 1252, 165]
tender-number-heading: (12) Tender No. T/269/06/2025	[580, 348, 645, 354]
paragraph: 1. For company Sdn. Bhd. or Bhd., the authorised person or representative attending the site briefing and site visit shall be authorised personnel duly supported by a Board of Director's Resolution which is signed by majority of the directors. The attendance of the director of the company being the authorized personnel is preferred. 2. As for Partnership company, the representative attending the site briefing and site visit shall be authorised personnel duly supported by Power of Attorney or Letter of Authorisation which is signed by majority of the partners.	[961, 536, 1143, 576]
paragraph: Naiktaraf Jalan Ladang Gotah dan Sawit di Ulu Babu, Debak	[961, 490, 1085, 496]
paragraph: 1. For company Sdn. Bhd. or Bhd., the authorised person or representative attending the site briefing and site visit shall be authorised personnel duly supported by a Board of Director's Resolution which is signed by majority of the directors. The attendance of the director of the company being the authorized personnel is preferred. 2. As for Partnership company, the representative attending the site briefing and site visit shall be authorised personnel duly supported by Power of Attorney or Letter of Authorisation which is signed by majority of the partners. The attendance of the partner of the company being the authorized personnel is preferred. 3. In the case of Sole Proprietorship, the representative shall be the sole proprietor or senior staff or top management staff of the company. The presence of senior or top management staff of the company requires Letter of Authorisation from the sole proprietor. 4. Proof of tenderer's attendance eg. verified attendance slip or any other form as given / specified in site visit and tender briefing is prerequisite for the purchase of all tender documents and the same document shall be submitted together with the tender document for technical compliance evaluation.	[580, 251, 764, 331]
paragraph: UPKJ Class: E (Bumi) Head: III Subhead: 1(a) and 1(b) and CIDB (PPK) Registered. CLOSING DATE: Wednesday, 09 July 2025 DOCUMENT FEE: RM50.00	[1341, 114, 1514, 126]
paragraph: UPKJ Class: E (Bumi) Head: II Subhead: 5(a) and 5(c) and CIDB (PPK) Registered. CLOSING DATE: Wednesday, 16 July 2025 DOCUMENT FEE: RM65.00	[580, 334, 752, 346]
tender-number-heading: (24) Tender No. T/281/06/2025	[1341, 371, 1406, 377]
paragraph: personnel is preferred. 3. In the case of Sole Proprietorship, the representative shall be the sole proprietor or senior staff or top management staff of the company. The presence of senior or top management staff of the company requires Letter of Authorisation from the sole proprietor. 4. Proof of tenderer's attendance eg. verified attendance slip or any other form as given / specified in site visit and tender briefing is prerequisite for the purchase of all tender documents and the same document shall be submitted together with the tender document for technical compliance evaluation.	[390, 106, 574, 146]
section-label: Notes:	[390, 584, 405, 590]
paragraph: Venue: JKR Bahagian Betong Date & Time (Briefing): 19 June 2025, 9.30 a.m. Date & Time (Site Visit): 19 June 2025, 11.00 a.m. Contact Person : 1) Wahap Bin Sahari Tel. No. : 014-8767298 Fax No. : 083-472101	[1151, 479, 1334, 496]
section-label: Please Note:	[1341, 523, 1370, 528]
tender-number-heading: (14) Tender No. T/271/06/2025	[771, 169, 836, 175]
paragraph: Venue: JKR Bahagian Betong Date & Time (Briefing): 18 June 2025, 9.30 a.m. Date & Time (Site Visit): 18 June 2025, 12.00 p.m. Contact Person : 1) Wahap Bin Sahari Tel. No. : 014-8767298 Fax No. : 083-472101	[1151, 177, 1335, 194]
column-4	[581, 106, 765, 858]
paragraph: 1. For company Sdn. Bhd. or Bhd., the authorised person or representative attending the site briefing and site visit shall be authorised personnel duly supported by a Board of Director's Resolution which is signed by majority of the directors. The attendance of the director of the company being the authorized personnel is preferred. 2. As for Partnership company, the representative attending the site briefing and site visit shall be authorised personnel duly supported by Power of Attorney or Letter of Authorisation which is signed by majority of the partners.	[200, 573, 382, 614]
paragraph: The following tenders are to be submitted to the Chairman, State Divisional Tenders Board, Kapit, C/o Pejabat Residen Bahagian Kapit, Tingkat 4 & 5, Kompleks Kerajaan Negeri, Jalan Beletih, 96800, Kapit, Sarawak not later than 12:00 noon on the closing date as specified below. Tender documents may be obtained from Divisional Engineer's Office, JKR Kapit, Aras 6 & 7, Kompleks Kerajaan Negeri Kapit, Jalan Beletih 96800 Kapit on payment of the specified document deposit and document fee. Tender deposit where specified shall accompany the tender.	[200, 163, 384, 203]
agency-name: JABATAN KERJA RAYA, SARAWAK	[634, 14, 1053, 41]
